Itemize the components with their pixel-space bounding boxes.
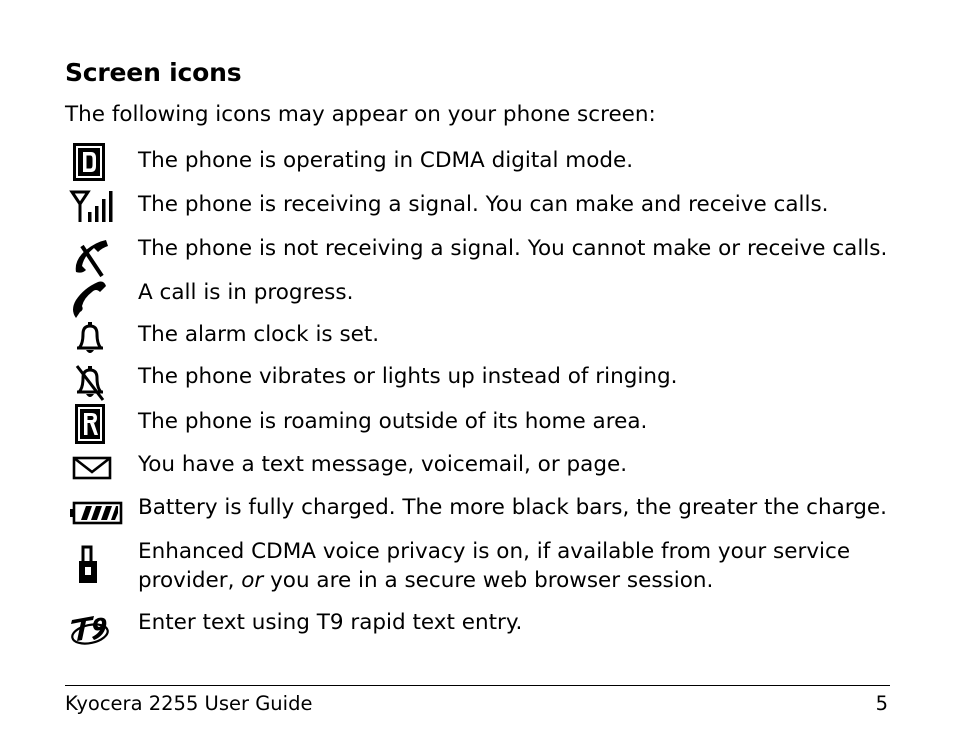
t9-text-entry-icon (64, 606, 122, 650)
icon-description: The phone is roaming outside of its home area. (138, 409, 648, 434)
icon-description: The phone is operating in CDMA digital mode. (138, 148, 634, 173)
page-number: 5 (875, 692, 888, 715)
footer-divider (65, 685, 890, 686)
icon-description: The alarm clock is set. (138, 322, 380, 347)
emphasis-or: or (241, 568, 264, 593)
voice-privacy-lock-icon (64, 543, 122, 587)
roaming-r-icon (64, 401, 122, 445)
icon-description: Enter text using T9 rapid text entry. (138, 610, 523, 635)
icon-description: The phone is not receiving a signal. You cannot make or receive calls. (138, 236, 888, 261)
icon-description: The phone is receiving a signal. You can make and receive calls. (138, 192, 829, 217)
icon-description: A call is in progress. (138, 280, 354, 305)
no-signal-icon (64, 232, 122, 276)
icon-description: The phone vibrates or lights up instead of ringing. (138, 364, 678, 389)
call-in-progress-icon (64, 276, 122, 320)
description-segment: you are in a secure web browser session. (263, 568, 714, 593)
silent-vibrate-icon (64, 360, 122, 404)
digital-mode-d-icon (64, 140, 122, 184)
alarm-bell-icon (64, 318, 122, 362)
icon-description-multiline (138, 537, 850, 595)
message-envelope-icon (64, 448, 122, 492)
section-heading: Screen icons (65, 58, 242, 87)
icon-description: Battery is fully charged. The more black bars, the greater the charge. (138, 495, 887, 520)
signal-strength-icon (64, 184, 122, 228)
battery-full-icon (64, 491, 122, 535)
description-line-1: Enhanced CDMA voice privacy is on, if available from your service (138, 539, 851, 564)
description-segment: provider, (138, 568, 242, 593)
icon-description: You have a text message, voicemail, or page. (138, 452, 628, 477)
intro-text: The following icons may appear on your phone screen: (65, 102, 656, 127)
footer-guide-title: Kyocera 2255 User Guide (65, 692, 313, 715)
description-line-2 (138, 566, 850, 595)
